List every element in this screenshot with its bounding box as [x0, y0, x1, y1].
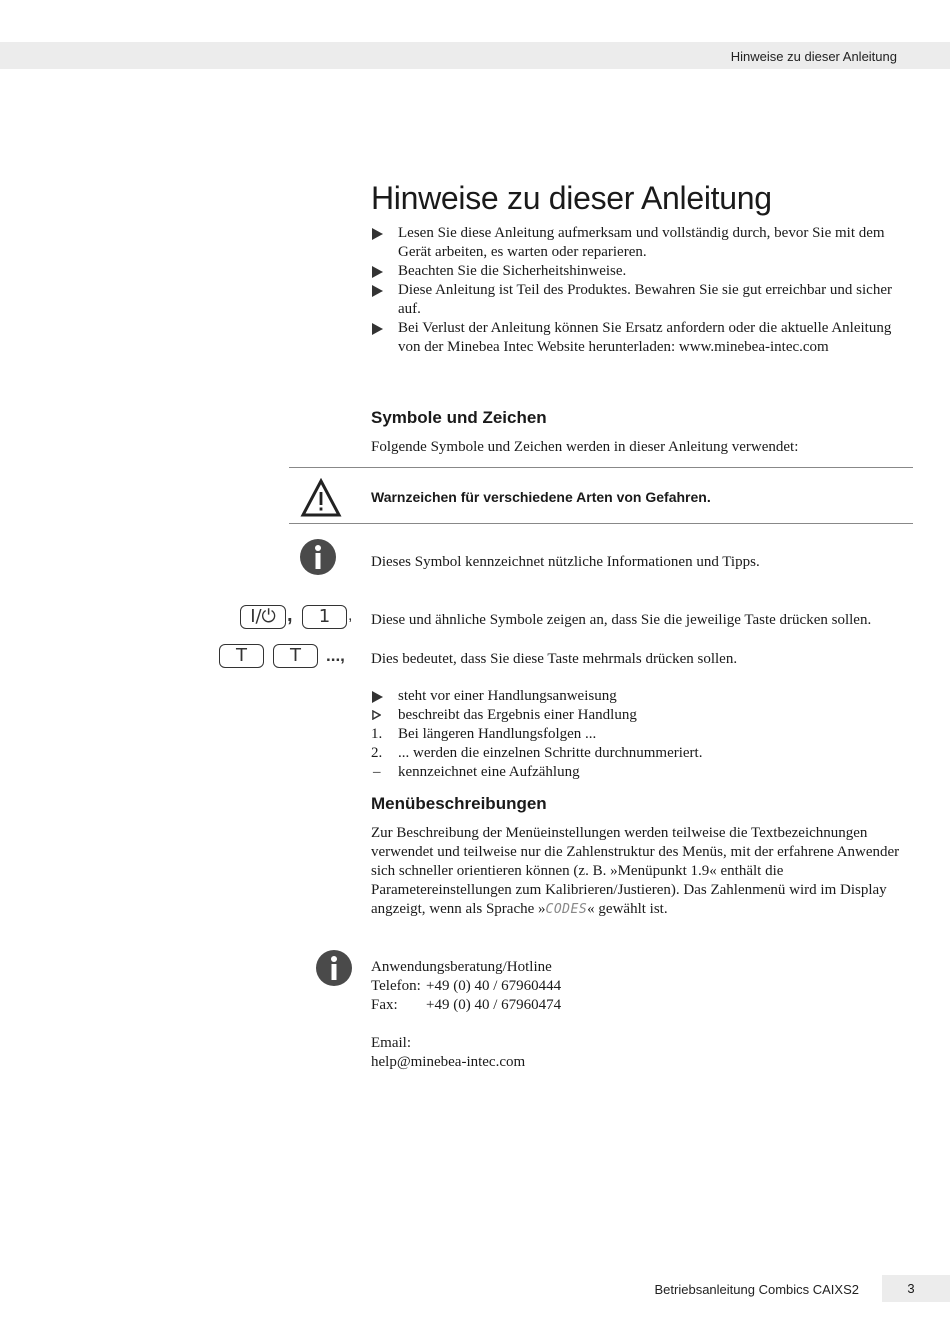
hotline-contact: [371, 958, 771, 1072]
intro-list: [371, 224, 911, 357]
info-icon: [315, 949, 353, 987]
list-number: 1.: [371, 726, 383, 742]
phone-row: [371, 977, 771, 996]
bullet-triangle-icon: [372, 691, 383, 703]
hotline-title: Anwendungsberatung/Hotline: [371, 959, 552, 975]
warning-text: Warnzeichen für verschiedene Arten von Gefahren.: [371, 489, 711, 505]
bullet-triangle-icon: [372, 228, 383, 240]
fax-number: +49 (0) 40 / 67960474: [426, 997, 562, 1013]
list-item: Lesen Sie diese Anleitung aufmerksam und vollständig durch, bevor Sie mit dem Gerät arbeiten, es warten oder reparieren.: [371, 224, 911, 262]
divider: [289, 523, 913, 524]
list-item: 2. ... werden die einzelnen Schritte durchnummeriert.: [371, 745, 703, 761]
symbols-intro: Folgende Symbole und Zeichen werden in dieser Anleitung verwendet:: [371, 439, 799, 455]
info-text: Dieses Symbol kennzeichnet nützliche Informationen und Tipps.: [371, 554, 760, 570]
list-item: Diese Anleitung ist Teil des Produktes. Bewahren Sie sie gut erreichbar und sicher auf.: [371, 281, 911, 319]
key-separator: ,: [348, 607, 353, 624]
phone-number: +49 (0) 40 / 67960444: [426, 978, 562, 994]
list-item: 1. Bei längeren Handlungsfolgen ...: [371, 726, 597, 742]
list-item: Beachten Sie die Sicherheitshinweise.: [371, 262, 911, 281]
header-title: Hinweise zu dieser Anleitung: [730, 49, 897, 64]
bullet-triangle-icon: [372, 266, 383, 278]
page-number: 3: [882, 1275, 950, 1302]
list-item: steht vor einer Handlungsanweisung: [371, 687, 911, 706]
open-triangle-icon: [372, 710, 381, 720]
phone-label: Telefon:: [371, 978, 421, 994]
legend-list: [371, 687, 911, 782]
divider: [289, 467, 913, 468]
list-item: – kennzeichnet eine Aufzählung: [373, 764, 580, 780]
email-address: help@minebea-intec.com: [371, 1054, 526, 1070]
list-number: 2.: [371, 745, 383, 761]
symbols-heading: Symbole und Zeichen: [371, 408, 547, 427]
tare-key-icon: T: [219, 644, 264, 668]
bullet-triangle-icon: [372, 285, 383, 297]
bullet-triangle-icon: [372, 323, 383, 335]
page-title: Hinweise zu dieser Anleitung: [371, 180, 772, 216]
footer-title: Betriebsanleitung Combics CAIXS2: [654, 1282, 859, 1297]
menu-heading: Menübeschreibungen: [371, 794, 547, 813]
email-label: Email:: [371, 1035, 411, 1051]
list-item: Bei Verlust der Anleitung können Sie Ersatz anfordern oder die aktuelle Anleitung von der Minebea Intec Website herunterladen: www.minebea-intec.com: [371, 319, 911, 357]
one-key-icon: 1: [302, 605, 347, 629]
warning-triangle-icon: [300, 478, 342, 518]
power-key-icon: I/⏻: [240, 605, 286, 629]
fax-label: Fax:: [371, 997, 398, 1013]
menu-description: Zur Beschreibung der Menüeinstellungen werden teilweise die Textbezeichnungen verwendet und teilweise nur die Zahlenstruktur des Menüs, mit der erfahrene Anwender sich schneller orientieren können (z. B. »Menüpunkt 1.9« enthält die Parametereinstellungen zum Kalibrieren/Justieren). Das Zahlenmenü wird im Display angzeigt, wenn als Sprache »CODES« gewählt ist.: [371, 825, 900, 917]
info-icon: [299, 538, 337, 576]
list-item: beschreibt das Ergebnis einer Handlung: [371, 706, 911, 725]
key-text: Diese und ähnliche Symbole zeigen an, dass Sie die jeweilige Taste drücken sollen.: [371, 612, 872, 628]
header-bar: [0, 42, 950, 69]
codes-display-text: CODES: [545, 902, 588, 917]
key-separator: ,: [287, 604, 293, 626]
fax-row: [371, 996, 771, 1015]
key-repeat-text: Dies bedeutet, dass Sie diese Taste mehrmals drücken sollen.: [371, 651, 738, 667]
tare-key-icon: T: [273, 644, 318, 668]
key-repeat-ellipsis: ...,: [326, 646, 345, 665]
list-dash: –: [373, 764, 381, 780]
